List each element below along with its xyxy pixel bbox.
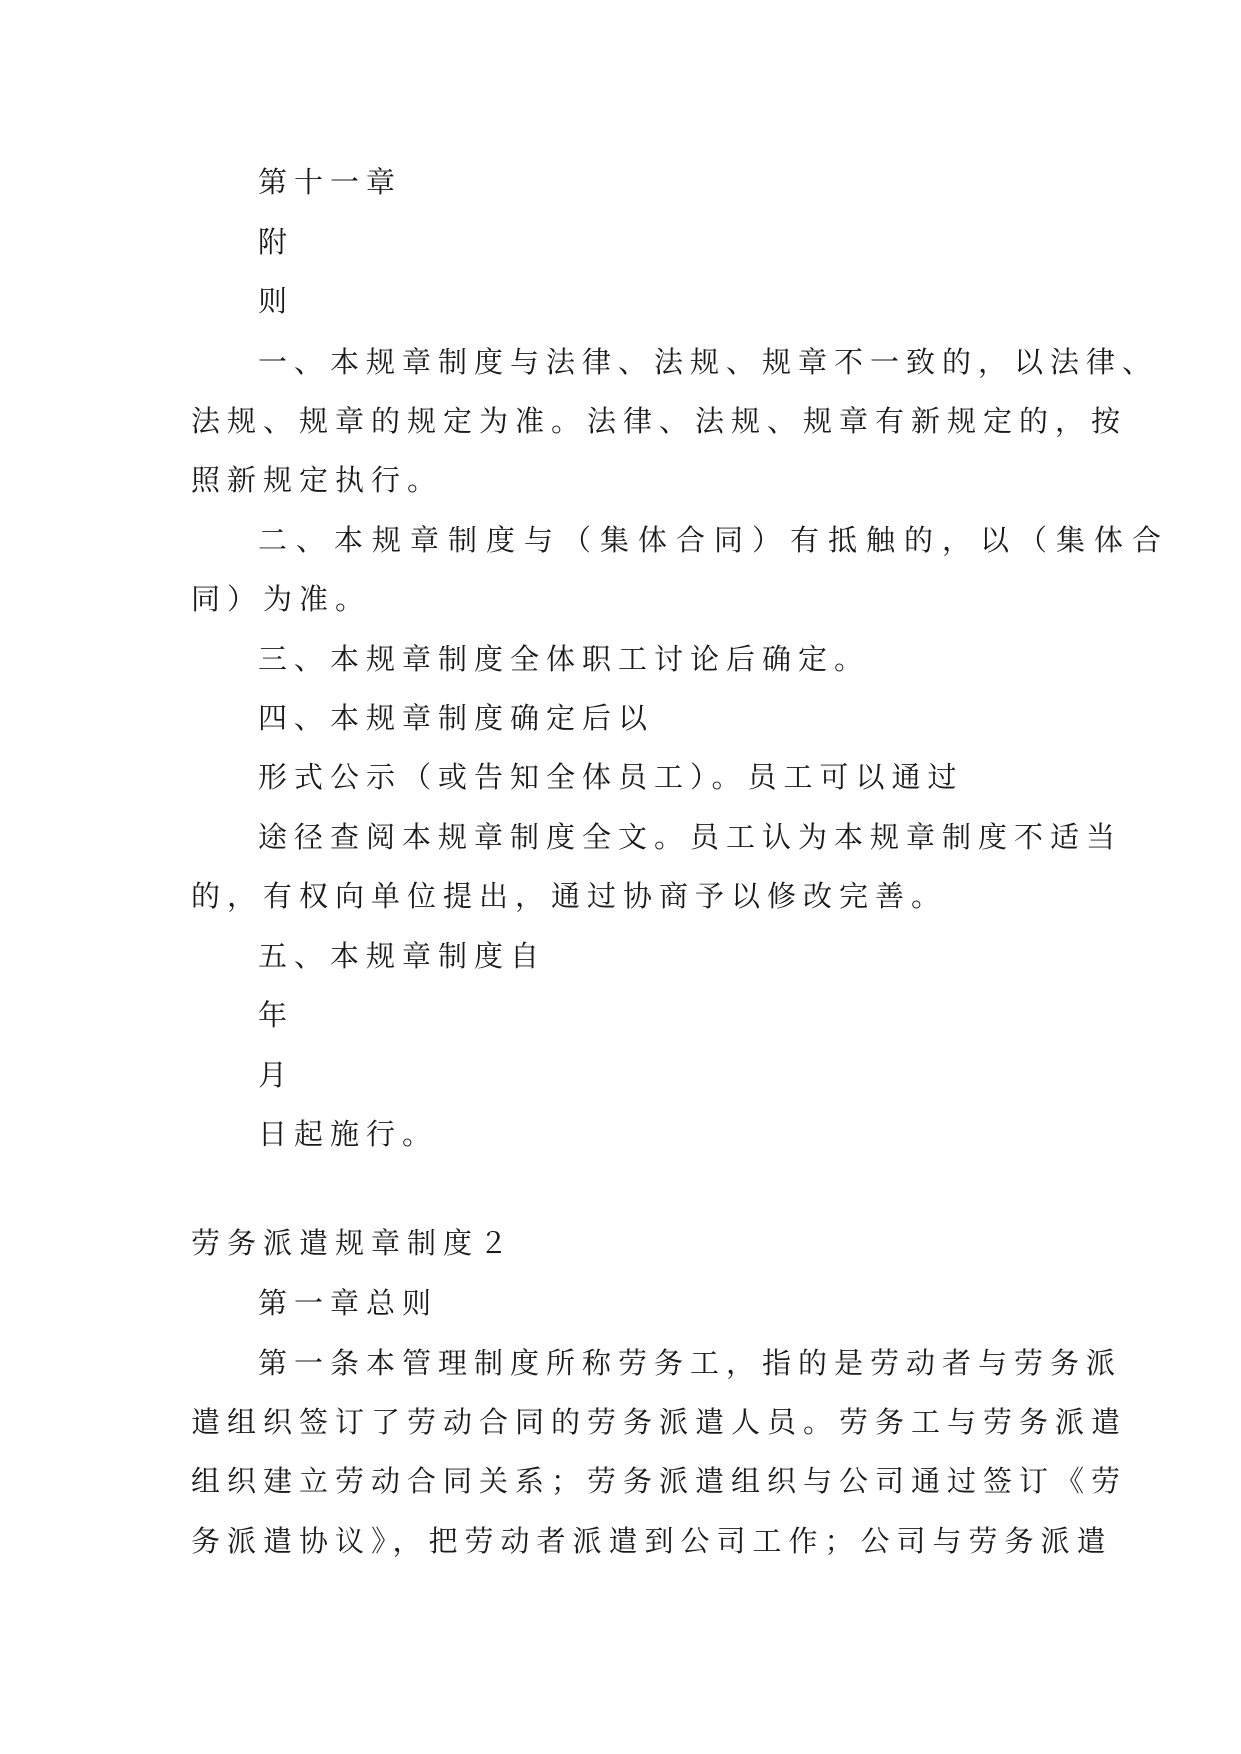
paragraph-line: 形式公示（或告知全体员工）。员工可以通过: [258, 760, 964, 794]
paragraph-line: 的，有权向单位提出，通过协商予以修改完善。: [191, 879, 948, 913]
paragraph-line: 组织建立劳动合同关系；劳务派遣组织与公司通过签订《劳: [191, 1464, 1128, 1498]
heading-char: 附: [258, 225, 295, 259]
paragraph-line: 日起施行。: [258, 1117, 439, 1151]
paragraph-line: 同）为准。: [191, 582, 372, 616]
paragraph-line: 年: [258, 998, 295, 1032]
paragraph-line: 一、本规章制度与法律、法规、规章不一致的，以法律、: [258, 345, 1159, 379]
paragraph-line: 第一条本管理制度所称劳务工，指的是劳动者与劳务派: [258, 1346, 1123, 1380]
section-title: 劳务派遣规章制度２: [191, 1226, 516, 1260]
paragraph-line: 四、本规章制度确定后以: [258, 701, 655, 735]
paragraph-line: 月: [258, 1058, 295, 1092]
chapter-heading: 第十一章: [258, 165, 403, 199]
paragraph-line: 三、本规章制度全体职工讨论后确定。: [258, 642, 871, 676]
paragraph-line: 法规、规章的规定为准。法律、法规、规章有新规定的，按: [191, 404, 1128, 438]
paragraph-line: 五、本规章制度自: [258, 939, 547, 973]
paragraph-line: 途径查阅本规章制度全文。员工认为本规章制度不适当: [258, 820, 1123, 854]
paragraph-line: 遣组织签订了劳动合同的劳务派遣人员。劳务工与劳务派遣: [191, 1405, 1128, 1439]
chapter-heading: 第一章总则: [258, 1286, 439, 1320]
heading-char: 则: [258, 284, 295, 318]
paragraph-line: 务派遣协议》，把劳动者派遣到公司工作；公司与劳务派遣: [191, 1524, 1113, 1558]
paragraph-line: 照新规定执行。: [191, 463, 444, 497]
paragraph-line: 二、本规章制度与（集体合同）有抵触的，以（集体合: [258, 523, 1171, 557]
